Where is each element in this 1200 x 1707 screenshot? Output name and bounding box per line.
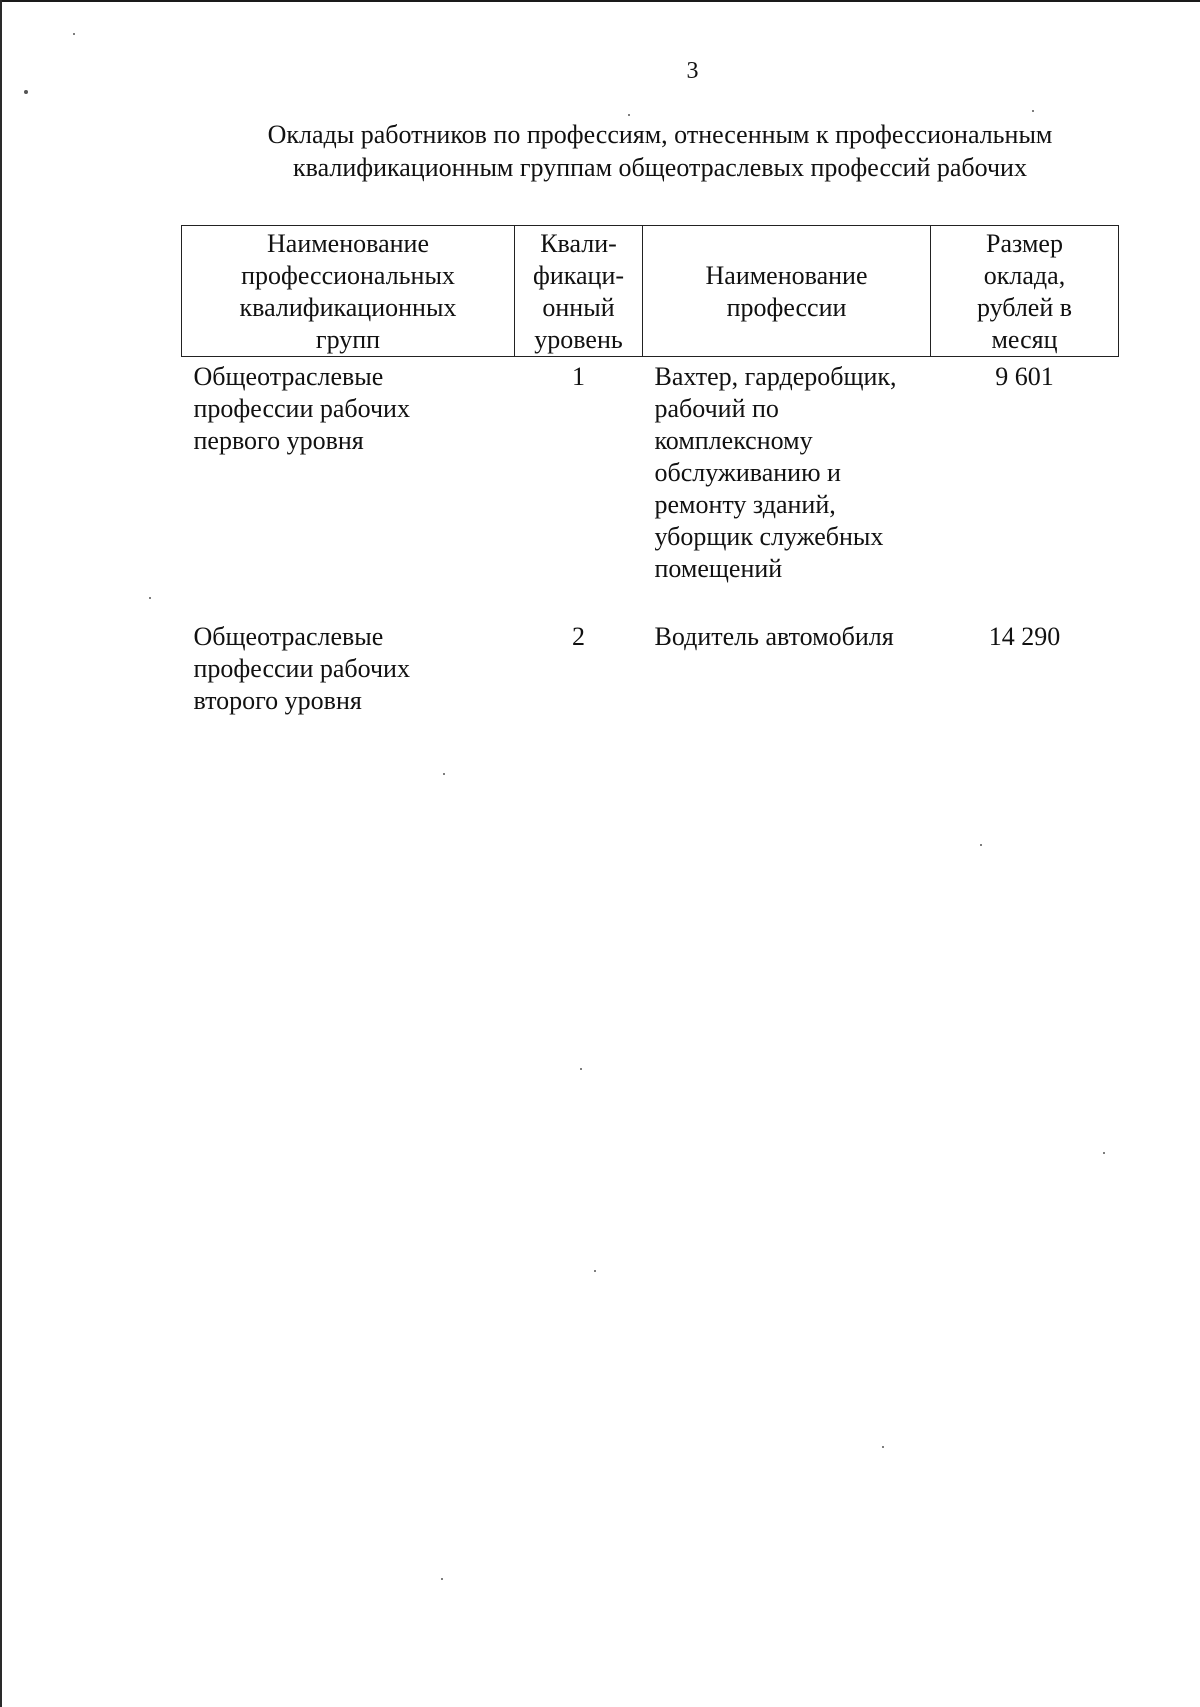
header-line: месяц	[991, 325, 1058, 354]
scan-speck	[443, 773, 445, 775]
header-group-name	[182, 226, 515, 357]
cell-line: уборщик служебных	[654, 522, 884, 551]
document-title-line: Оклады работников по профессиям, отнесенным к профессиональным	[267, 120, 1053, 149]
cell-line: первого уровня	[193, 426, 364, 455]
page-number: 3	[686, 58, 699, 84]
cell-line: комплексному	[654, 426, 813, 455]
header-line: Квали-	[540, 229, 617, 258]
scan-speck	[441, 1578, 443, 1580]
table-header	[182, 226, 1119, 357]
cell-group-name	[182, 357, 515, 618]
cell-line: помещений	[654, 554, 783, 583]
header-line: профессиональных	[241, 261, 455, 290]
header-line: квалификационных	[239, 293, 457, 322]
cell-line: ремонту зданий,	[654, 490, 836, 519]
cell-salary-amount: 9 601	[995, 362, 1054, 391]
cell-line: Общеотраслевые	[193, 622, 384, 651]
scan-edge-left	[0, 0, 2, 1707]
header-line: профессии	[726, 293, 847, 322]
scan-speck	[1032, 110, 1034, 112]
scan-edge-top	[0, 0, 1200, 2]
cell-qualification-level: 2	[572, 622, 585, 651]
cell-group-name	[182, 617, 515, 717]
scan-speck	[882, 1446, 884, 1448]
header-line: фикаци-	[532, 261, 625, 290]
scan-speck	[594, 1270, 596, 1272]
cell-line: профессии рабочих	[193, 654, 410, 683]
header-line: Наименование	[267, 229, 429, 258]
scan-speck	[580, 1068, 582, 1070]
scan-speck	[24, 90, 28, 94]
cell-line: Общеотраслевые	[193, 362, 384, 391]
header-line: онный	[542, 293, 615, 322]
scan-speck	[628, 114, 630, 116]
cell-line: второго уровня	[193, 686, 362, 715]
cell-line: Вахтер, гардеробщик,	[654, 362, 897, 391]
header-line: Размер	[986, 229, 1063, 258]
salary-table	[181, 225, 1119, 717]
header-line: оклада,	[983, 261, 1066, 290]
scan-speck	[73, 33, 75, 35]
scan-speck	[980, 844, 982, 846]
table-body	[182, 357, 1119, 718]
table-row	[182, 357, 1119, 618]
header-line: уровень	[534, 325, 623, 354]
document-title	[180, 118, 1140, 184]
header-qualification-level	[515, 226, 643, 357]
table-header-row	[182, 226, 1119, 357]
cell-line: обслуживанию и	[654, 458, 841, 487]
scan-speck	[149, 597, 151, 599]
header-line: Наименование	[705, 261, 868, 290]
header-line: рублей в	[976, 293, 1073, 322]
cell-qualification-level: 1	[572, 362, 585, 391]
cell-line: профессии рабочих	[193, 394, 410, 423]
scan-speck	[1103, 1152, 1105, 1154]
cell-salary-amount: 14 290	[988, 622, 1061, 651]
cell-line: рабочий по	[654, 394, 779, 423]
header-line: групп	[315, 325, 381, 354]
header-salary-amount	[931, 226, 1119, 357]
cell-profession-name	[643, 617, 931, 717]
header-profession-name	[643, 226, 931, 357]
document-title-line: квалификационным группам общеотраслевых профессий рабочих	[293, 153, 1027, 182]
table-row	[182, 617, 1119, 717]
cell-line: Водитель автомобиля	[654, 622, 894, 651]
cell-profession-name	[643, 357, 931, 618]
